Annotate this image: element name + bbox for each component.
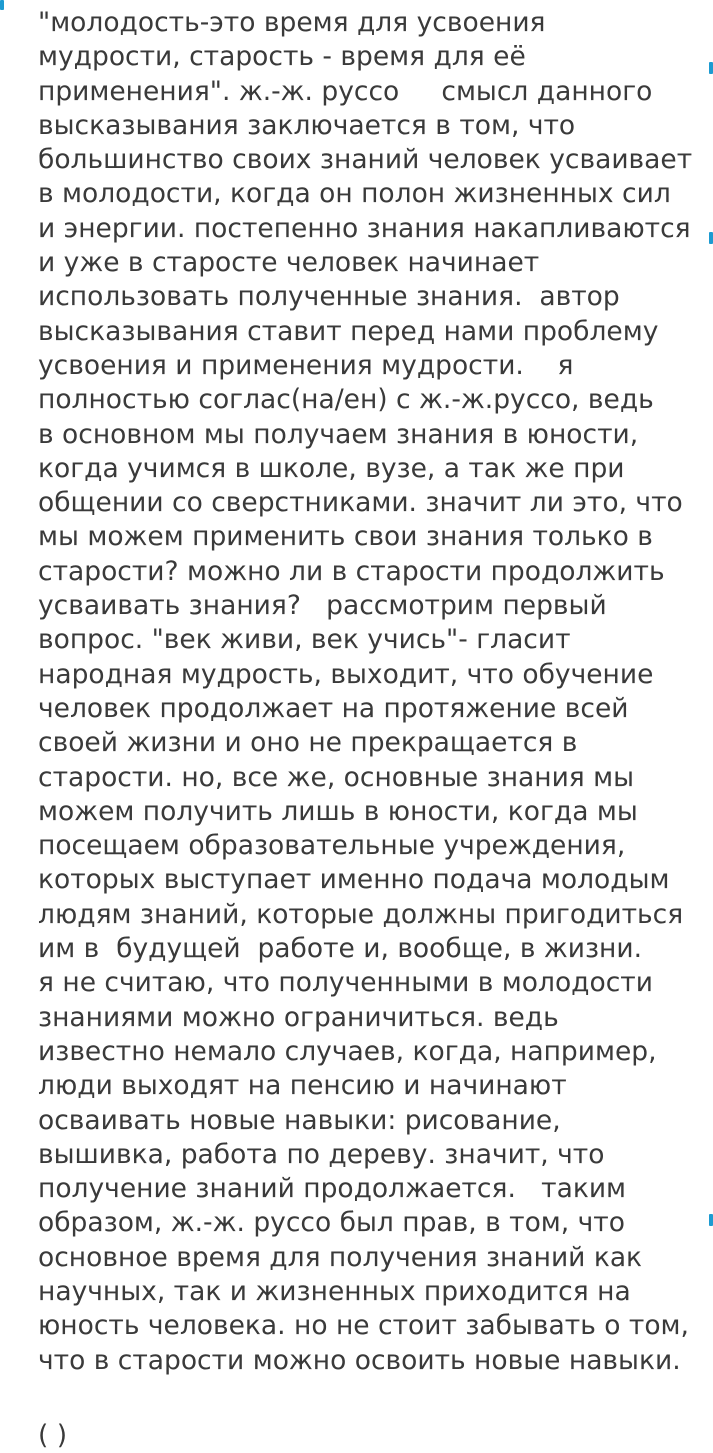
text-line: посещаем образовательные учреждения, xyxy=(38,830,626,862)
text-line: научных, так и жизненных приходится на xyxy=(38,1275,631,1307)
text-line: получение знаний продолжается. таким xyxy=(38,1173,627,1205)
text-line: усвоения и применения мудрости. я xyxy=(38,349,574,381)
text-line: применения". ж.-ж. руссо смысл данного xyxy=(38,75,653,107)
text-line: "молодость-это время для усвоения xyxy=(38,7,546,38)
text-line: своей жизни и оно не прекращается в xyxy=(38,727,578,759)
text-line: им в будущей работе и, вообще, в жизни. xyxy=(38,933,643,965)
text-line: в молодости, когда он полон жизненных сил xyxy=(38,178,671,210)
text-line: мы можем применить свои знания только в xyxy=(38,521,653,553)
text-line: старости? можно ли в старости продолжить xyxy=(38,555,665,587)
text-line: людям знаний, которые должны пригодиться xyxy=(38,898,684,930)
edge-accent-mark xyxy=(0,0,4,10)
text-line: большинство своих знаний человек усваивает xyxy=(38,144,693,176)
text-line: мудрости, старость - время для её xyxy=(38,41,526,73)
text-line: высказывания заключается в том, что xyxy=(38,109,576,141)
text-line: когда учимся в школе, вузе, а так же при xyxy=(38,452,625,484)
text-line: и энергии. постепенно знания накапливаются xyxy=(38,212,691,244)
text-line: использовать полученные знания. автор xyxy=(38,281,620,313)
text-line: что в старости можно освоить новые навыки. xyxy=(38,1344,681,1376)
text-line: знаниями можно ограничиться. ведь xyxy=(38,1001,559,1033)
text-line: образом, ж.-ж. руссо был прав, в том, что xyxy=(38,1207,625,1239)
text-line: человек продолжает на протяжение всей xyxy=(38,692,629,724)
text-line: вопрос. "век живи, век учись"- гласит xyxy=(38,624,571,656)
text-line: общении со сверстниками. значит ли это, что xyxy=(38,487,683,519)
cut-off-text-line: ( ) xyxy=(38,1420,68,1451)
text-line: известно немало случаев, когда, например, xyxy=(38,1035,657,1067)
text-line: основное время для получения знаний как xyxy=(38,1241,643,1273)
text-line: полностью соглас(на/ен) с ж.-ж.руссо, ведь xyxy=(38,384,654,416)
essay-text xyxy=(38,6,706,1378)
text-line: старости. но, все же, основные знания мы xyxy=(38,761,635,793)
text-line: усваивать знания? рассмотрим первый xyxy=(38,590,607,622)
text-line: юность человека. но не стоит забывать о том, xyxy=(38,1310,689,1342)
text-line: можем получить лишь в юности, когда мы xyxy=(38,795,638,827)
text-line: в основном мы получаем знания в юности, xyxy=(38,418,639,450)
text-line: которых выступает именно подача молодым xyxy=(38,864,670,896)
text-line: я не считаю, что полученными в молодости xyxy=(38,967,653,999)
text-line: и уже в старосте человек начинает xyxy=(38,247,540,279)
edge-accent-mark xyxy=(709,1214,713,1226)
text-line: вышивка, работа по дереву. значит, что xyxy=(38,1138,605,1170)
text-line: осваивать новые навыки: рисование, xyxy=(38,1104,561,1136)
text-line: народная мудрость, выходит, что обучение xyxy=(38,658,654,690)
edge-accent-mark xyxy=(709,62,713,74)
text-line: высказывания ставит перед нами проблему xyxy=(38,315,659,347)
edge-accent-mark xyxy=(709,232,713,244)
text-line: люди выходят на пенсию и начинают xyxy=(38,1070,567,1102)
